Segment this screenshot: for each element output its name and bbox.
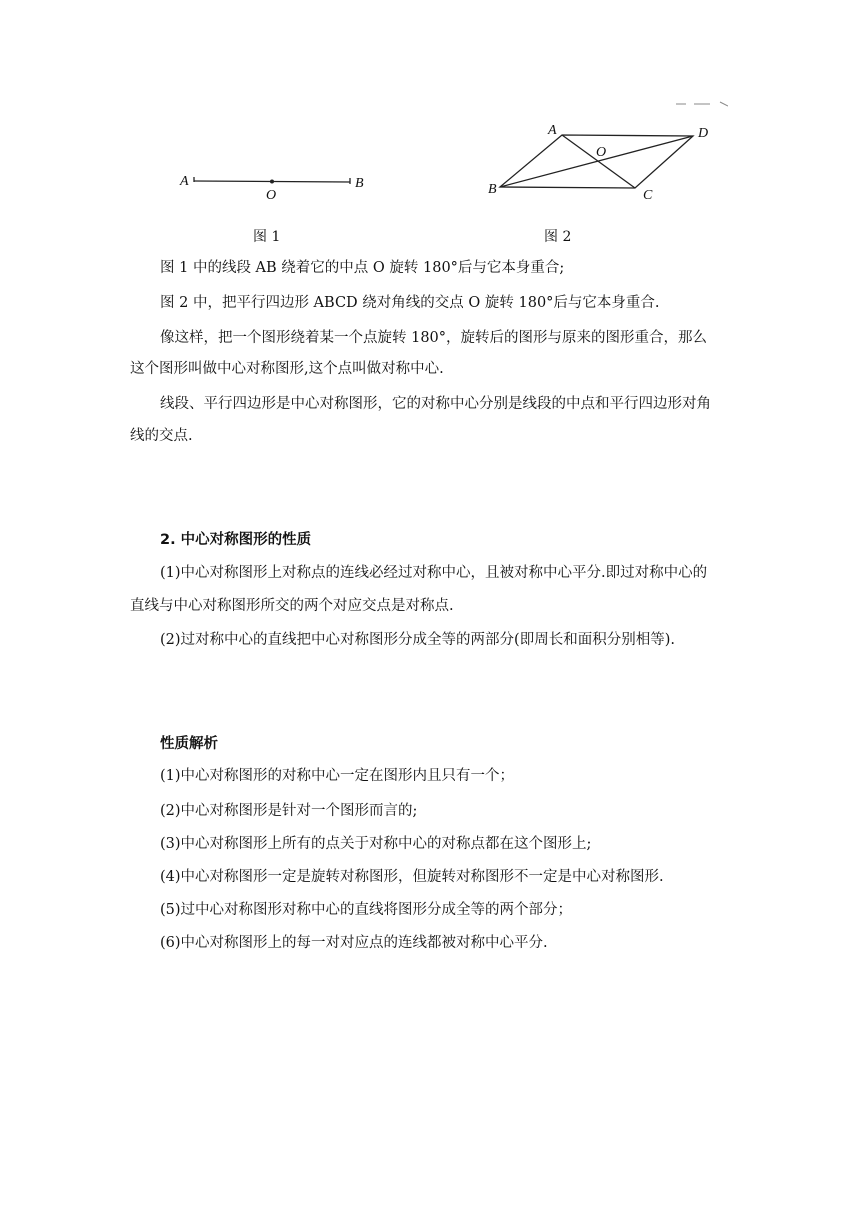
fig2-label-b: B (488, 182, 497, 197)
fig1-label-o: O (266, 188, 277, 203)
figure-1-caption: 图 1 (253, 229, 281, 245)
figure-2-caption: 图 2 (544, 229, 572, 245)
intro-line-2: 图 2 中，把平行四边形 ABCD 绕对角线的交点 O 旋转 180°后与它本身重合. (160, 295, 660, 311)
figure-2-parallelogram (485, 118, 725, 208)
example-line-1: 线段、平行四边形是中心对称图形，它的对称中心分别是线段的中点和平行四边形对角 (160, 396, 711, 412)
analysis-item: (6)中心对称图形上的每一对对应点的连线都被对称中心平分. (160, 935, 548, 951)
definition-line-1: 像这样，把一个图形绕着某一个点旋转 180°，旋转后的图形与原来的图形重合，那么 (160, 330, 708, 346)
analysis-item: (3)中心对称图形上所有的点关于对称中心的对称点都在这个图形上; (160, 836, 592, 852)
fig1-label-a: A (180, 174, 189, 189)
fig2-label-c: C (643, 188, 653, 203)
midpoint-o (270, 180, 274, 184)
section-2-item-1-line-1: (1)中心对称图形上对称点的连线必经过对称中心，且被对称中心平分.即过对称中心的 (160, 565, 708, 581)
fig1-label-b: B (355, 176, 364, 191)
analysis-item: (4)中心对称图形一定是旋转对称图形，但旋转对称图形不一定是中心对称图形. (160, 869, 664, 885)
section-2-heading: 2. 中心对称图形的性质 (160, 532, 312, 548)
section-2-item-2: (2)过对称中心的直线把中心对称图形分成全等的两部分(即周长和面积分别相等). (160, 632, 675, 648)
intro-line-1: 图 1 中的线段 AB 绕着它的中点 O 旋转 180°后与它本身重合; (160, 260, 565, 276)
analysis-heading: 性质解析 (160, 736, 218, 752)
fig2-label-a: A (548, 123, 557, 138)
fig2-label-d: D (698, 126, 709, 141)
scan-artifact-mark (676, 100, 728, 108)
analysis-item: (2)中心对称图形是针对一个图形而言的; (160, 803, 418, 819)
example-line-2: 线的交点. (130, 428, 193, 444)
section-2-item-1-line-2: 直线与中心对称图形所交的两个对应交点是对称点. (130, 598, 454, 614)
analysis-item: (1)中心对称图形的对称中心一定在图形内且只有一个； (160, 768, 515, 784)
analysis-item: (5)过中心对称图形对称中心的直线将图形分成全等的两个部分； (160, 902, 573, 918)
fig2-label-o: O (596, 145, 607, 160)
definition-line-2: 这个图形叫做中心对称图形,这个点叫做对称中心. (130, 361, 444, 377)
figure-1-segment (170, 160, 380, 210)
